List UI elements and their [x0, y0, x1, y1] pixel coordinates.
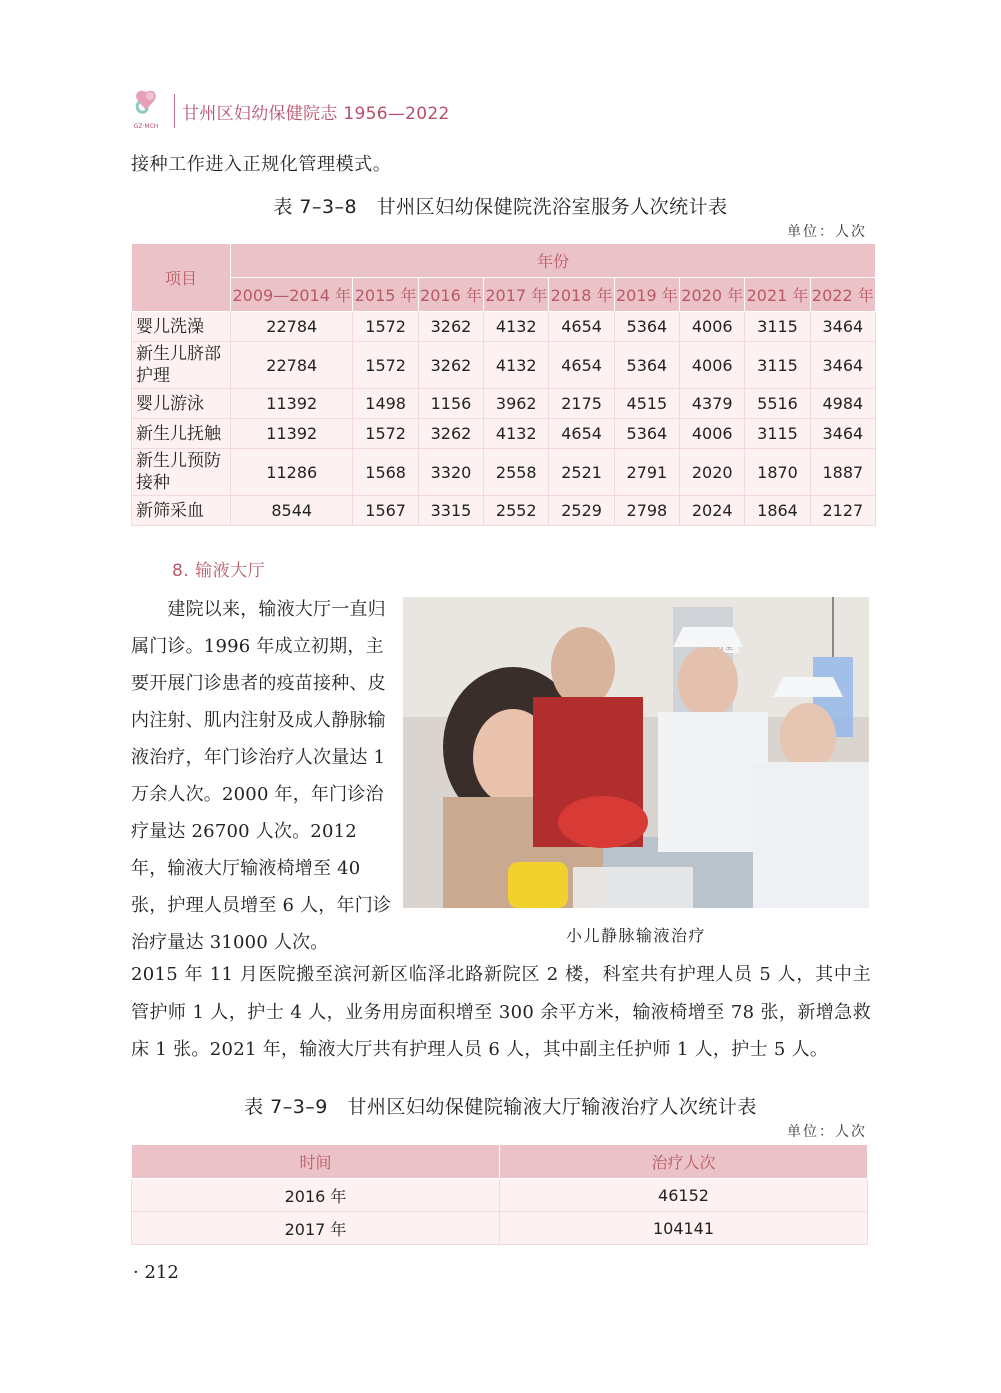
- table-cell: 5364: [614, 312, 679, 342]
- table-row: [132, 449, 876, 496]
- table-cell: 2017 年: [132, 1212, 500, 1245]
- table-cell: 2175: [549, 389, 614, 419]
- table-cell: 22784: [231, 342, 353, 389]
- table-row: [132, 312, 876, 342]
- table-cell: 2529: [549, 496, 614, 526]
- table-cell: 1498: [353, 389, 418, 419]
- table-cell: 1572: [353, 342, 418, 389]
- table-cell: 1887: [810, 449, 875, 496]
- table-cell: 2016 年: [132, 1179, 500, 1212]
- table1-header-item: 项目: [132, 244, 231, 312]
- table2-title: 表 7–3–9 甘州区妇幼保健院输液大厅输液治疗人次统计表: [244, 1096, 757, 1118]
- row-label: 婴儿洗澡: [132, 312, 231, 342]
- table-cell: 3262: [418, 342, 483, 389]
- table-cell: 4654: [549, 419, 614, 449]
- intro-paragraph: 接种工作进入正规化管理模式。: [131, 154, 392, 175]
- table-cell: 3320: [418, 449, 483, 496]
- table1-header-year-group: 年份: [231, 244, 876, 278]
- table-cell: 2024: [680, 496, 745, 526]
- table-cell: 3962: [484, 389, 549, 419]
- infusion-photo: [403, 597, 869, 908]
- table-row: [132, 419, 876, 449]
- logo-text: GZ·MCH: [133, 123, 159, 130]
- table-cell: 4379: [680, 389, 745, 419]
- section-full-paragraph-block: [131, 956, 871, 1069]
- table1-year-header: 2020 年: [680, 278, 745, 312]
- header-divider: [174, 94, 175, 128]
- table-cell: 8544: [231, 496, 353, 526]
- row-label: 婴儿游泳: [132, 389, 231, 419]
- table-cell: 3262: [418, 312, 483, 342]
- page-number: · 212: [133, 1262, 179, 1283]
- table1-years-row: [132, 278, 876, 312]
- section-heading: 8. 输液大厅: [172, 561, 266, 581]
- table-cell: 4654: [549, 342, 614, 389]
- table-cell: 2020: [680, 449, 745, 496]
- table1-year-header: 2015 年: [353, 278, 418, 312]
- table-cell: 4654: [549, 312, 614, 342]
- table-cell: 11286: [231, 449, 353, 496]
- table-cell: 11392: [231, 419, 353, 449]
- table-cell: 1156: [418, 389, 483, 419]
- table1-year-header: 2017 年: [484, 278, 549, 312]
- row-label: 新生儿预防接种: [132, 449, 231, 496]
- table1-title: 表 7–3–8 甘州区妇幼保健院洗浴室服务人次统计表: [273, 196, 728, 218]
- table-cell: 22784: [231, 312, 353, 342]
- table-cell: 4006: [680, 419, 745, 449]
- infusion-treatment-table: [131, 1144, 868, 1245]
- table1-year-header: 2018 年: [549, 278, 614, 312]
- table1-unit: 单位：人次: [787, 224, 867, 240]
- table-cell: 2558: [484, 449, 549, 496]
- table-cell: 3262: [418, 419, 483, 449]
- table-cell: 1870: [745, 449, 810, 496]
- section-left-paragraph: 建院以来，输液大厅一直归属门诊。1996 年成立初期，主要开展门诊患者的疫苗接种、皮内注射、肌内注射及成人静脉输液治疗，年门诊治疗人次量达 1 万余人次。2000 年，年门诊治疗量达 26700 人次。2012 年，输液大厅输液椅增至 40 张，护理人员增至 6 人，年门诊治疗量达 31000 人次。: [131, 599, 392, 953]
- table-cell: 1572: [353, 312, 418, 342]
- table-row: [132, 342, 876, 389]
- hospital-logo-icon: [130, 88, 162, 132]
- section-left-column: [131, 591, 393, 961]
- section-full-paragraph: 2015 年 11 月医院搬至滨河新区临泽北路新院区 2 楼，科室共有护理人员 5 人，其中主管护师 1 人，护士 4 人，业务用房面积增至 300 余平方米，输液椅增至 78 张，新增急救床 1 张。2021 年，输液大厅共有护理人员 6 人，其中副主任护师 1 人，护士 5 人。: [131, 964, 871, 1060]
- table2-body: [132, 1179, 868, 1245]
- table-cell: 2521: [549, 449, 614, 496]
- table-cell: 1572: [353, 419, 418, 449]
- table-cell: 5364: [614, 342, 679, 389]
- table1-year-header: 2009—2014 年: [231, 278, 353, 312]
- table-cell: 1567: [353, 496, 418, 526]
- table-cell: 4984: [810, 389, 875, 419]
- table-cell: 2552: [484, 496, 549, 526]
- header-title: 甘州区妇幼保健院志 1956—2022: [182, 104, 450, 124]
- table2-unit: 单位：人次: [787, 1124, 867, 1140]
- row-label: 新生儿抚触: [132, 419, 231, 449]
- page-header: [130, 88, 870, 132]
- table-cell: 3464: [810, 342, 875, 389]
- table1-year-header: 2022 年: [810, 278, 875, 312]
- table-cell: 2127: [810, 496, 875, 526]
- row-label: 新生儿脐部护理: [132, 342, 231, 389]
- table-cell: 5364: [614, 419, 679, 449]
- table1-year-header: 2016 年: [418, 278, 483, 312]
- table-cell: 3115: [745, 419, 810, 449]
- table-row: [132, 1212, 868, 1245]
- table-cell: 2798: [614, 496, 679, 526]
- table-cell: 3315: [418, 496, 483, 526]
- bath-service-table: [131, 243, 876, 526]
- table1-year-header: 2019 年: [614, 278, 679, 312]
- table-cell: 4132: [484, 419, 549, 449]
- table-cell: 4006: [680, 342, 745, 389]
- table-cell: 46152: [500, 1179, 868, 1212]
- table2-header-count: 治疗人次: [500, 1145, 868, 1179]
- table-cell: 1864: [745, 496, 810, 526]
- table1-year-header: 2021 年: [745, 278, 810, 312]
- table-cell: 4132: [484, 342, 549, 389]
- table-cell: 1568: [353, 449, 418, 496]
- table-cell: 3464: [810, 419, 875, 449]
- table-cell: 3464: [810, 312, 875, 342]
- table2-header-time: 时间: [132, 1145, 500, 1179]
- table-cell: 2791: [614, 449, 679, 496]
- table-row: [132, 496, 876, 526]
- table-cell: 104141: [500, 1212, 868, 1245]
- table-cell: 4006: [680, 312, 745, 342]
- photo-caption: 小儿静脉输液治疗: [565, 926, 706, 945]
- table1-body: [132, 312, 876, 526]
- table-cell: 3115: [745, 312, 810, 342]
- row-label: 新筛采血: [132, 496, 231, 526]
- table-row: [132, 389, 876, 419]
- table-cell: 11392: [231, 389, 353, 419]
- table-cell: 4132: [484, 312, 549, 342]
- table-cell: 3115: [745, 342, 810, 389]
- table-row: [132, 1179, 868, 1212]
- table-cell: 5516: [745, 389, 810, 419]
- table-cell: 4515: [614, 389, 679, 419]
